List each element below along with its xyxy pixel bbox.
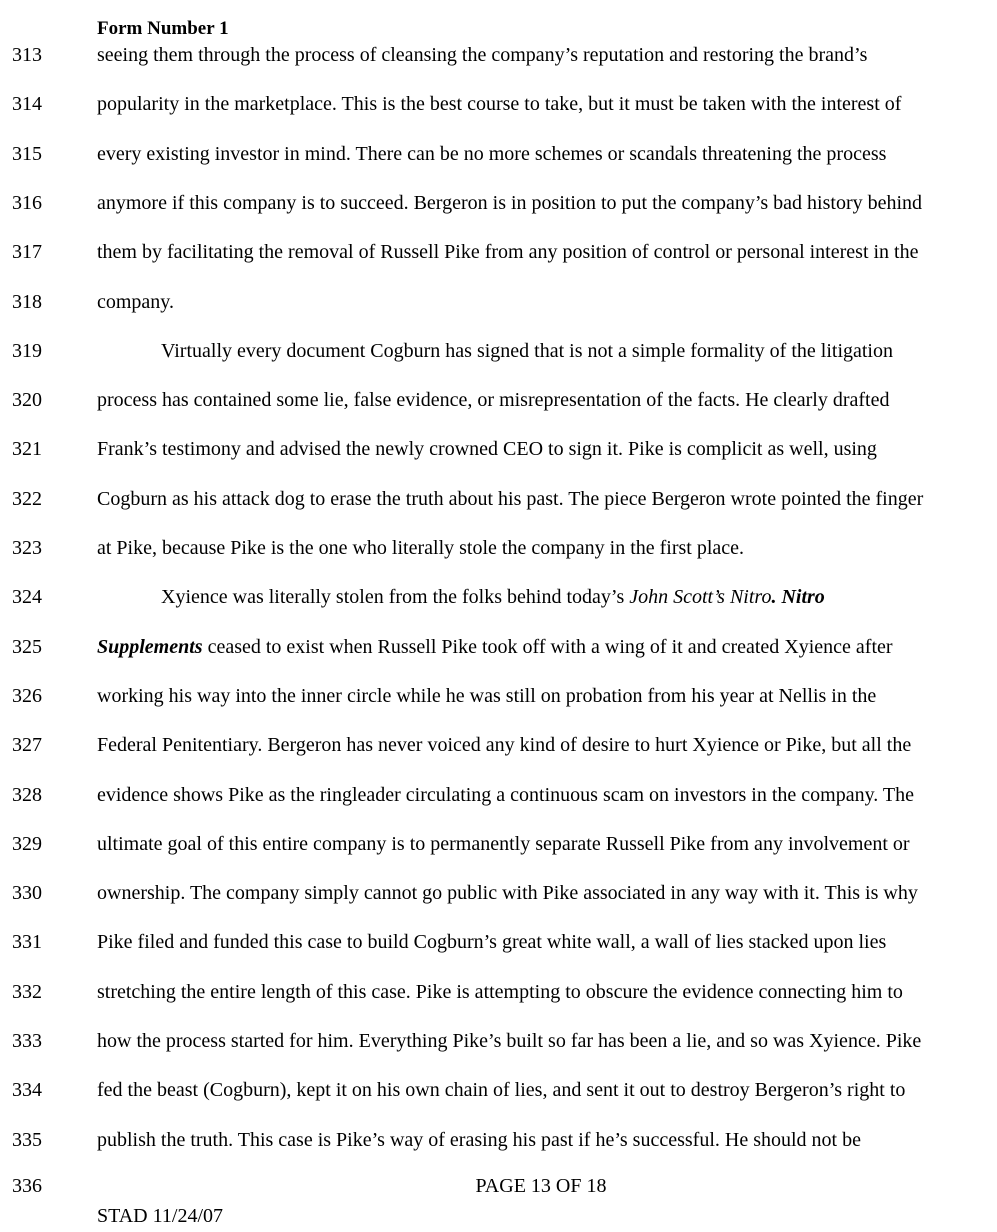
bold-italic-text: . Nitro bbox=[771, 586, 825, 608]
form-number-heading: Form Number 1 bbox=[97, 18, 229, 39]
text-line bbox=[97, 337, 987, 365]
text-segment: ultimate goal of this entire company is to permanently separate Russell Pike from any involvement or bbox=[97, 833, 910, 855]
text-line bbox=[97, 731, 987, 759]
line-number: 316 bbox=[12, 192, 42, 214]
text-line bbox=[97, 485, 987, 513]
line-number: 315 bbox=[12, 143, 42, 165]
text-line bbox=[97, 435, 987, 463]
line-number: 319 bbox=[12, 340, 42, 362]
text-segment: every existing investor in mind. There can be no more schemes or scandals threatening the process bbox=[97, 143, 887, 165]
text-line bbox=[97, 1076, 987, 1104]
text-line bbox=[97, 1126, 987, 1154]
text-segment: anymore if this company is to succeed. Bergeron is in position to put the company’s bad history behind bbox=[97, 192, 923, 214]
line-number: 336 bbox=[12, 1175, 42, 1197]
line-number: 321 bbox=[12, 438, 42, 460]
text-line bbox=[97, 386, 987, 414]
text-segment: popularity in the marketplace. This is the best course to take, but it must be taken with the interest of bbox=[97, 93, 902, 115]
bold-italic-text: Supplements bbox=[97, 636, 203, 658]
line-number: 325 bbox=[12, 636, 42, 658]
text-segment: at Pike, because Pike is the one who literally stole the company in the first place. bbox=[97, 537, 745, 559]
text-segment: seeing them through the process of cleansing the company’s reputation and restoring the brand’s bbox=[97, 44, 868, 66]
line-number: 331 bbox=[12, 931, 42, 953]
line-number: 330 bbox=[12, 882, 42, 904]
text-segment: how the process started for him. Everything Pike’s built so far has been a lie, and so was Xyience. Pike bbox=[97, 1030, 922, 1052]
line-number: 313 bbox=[12, 44, 42, 66]
text-segment: evidence shows Pike as the ringleader circulating a continuous scam on investors in the company. The bbox=[97, 784, 915, 806]
text-segment: process has contained some lie, false evidence, or misrepresentation of the facts. He clearly drafted bbox=[97, 389, 890, 411]
line-number: 332 bbox=[12, 981, 42, 1003]
text-line bbox=[97, 238, 987, 266]
text-line bbox=[97, 140, 987, 168]
text-line bbox=[97, 978, 987, 1006]
text-segment: them by facilitating the removal of Russell Pike from any position of control or personal interest in the bbox=[97, 241, 919, 263]
document-stamp: STAD 11/24/07 bbox=[97, 1205, 223, 1227]
text-segment: ceased to exist when Russell Pike took off with a wing of it and created Xyience after bbox=[202, 636, 893, 658]
text-segment: working his way into the inner circle while he was still on probation from his year at Nellis in the bbox=[97, 685, 877, 707]
text-line bbox=[97, 583, 987, 611]
line-number: 324 bbox=[12, 586, 42, 608]
line-number: 328 bbox=[12, 784, 42, 806]
text-segment: Xyience was literally stolen from the folks behind today’s bbox=[161, 586, 630, 608]
line-number: 322 bbox=[12, 488, 42, 510]
line-number: 333 bbox=[12, 1030, 42, 1052]
text-line bbox=[97, 928, 987, 956]
line-number: 326 bbox=[12, 685, 42, 707]
line-number: 329 bbox=[12, 833, 42, 855]
text-line bbox=[97, 830, 987, 858]
text-segment: Virtually every document Cogburn has signed that is not a simple formality of the litigation bbox=[161, 340, 893, 362]
text-line bbox=[97, 682, 987, 710]
line-number: 327 bbox=[12, 734, 42, 756]
text-segment: publish the truth. This case is Pike’s way of erasing his past if he’s successful. He should not be bbox=[97, 1129, 861, 1151]
text-line bbox=[97, 288, 987, 316]
text-segment: Frank’s testimony and advised the newly crowned CEO to sign it. Pike is complicit as well, using bbox=[97, 438, 877, 460]
text-line bbox=[97, 90, 987, 118]
text-line bbox=[97, 189, 987, 217]
text-line bbox=[97, 41, 987, 69]
line-number: 334 bbox=[12, 1079, 42, 1101]
line-number: 323 bbox=[12, 537, 42, 559]
text-line bbox=[97, 781, 987, 809]
italic-text: John Scott’s Nitro bbox=[629, 586, 772, 608]
text-segment: fed the beast (Cogburn), kept it on his own chain of lies, and sent it out to destroy Bergeron’s right to bbox=[97, 1079, 906, 1101]
text-line bbox=[97, 879, 987, 907]
text-segment: ownership. The company simply cannot go public with Pike associated in any way with it. This is why bbox=[97, 882, 918, 904]
text-segment: company. bbox=[97, 291, 175, 313]
line-number: 335 bbox=[12, 1129, 42, 1151]
text-segment: Federal Penitentiary. Bergeron has never voiced any kind of desire to hurt Xyience or Pike, but all the bbox=[97, 734, 912, 756]
page-number-footer: PAGE 13 OF 18 bbox=[475, 1175, 607, 1197]
line-number: 314 bbox=[12, 93, 42, 115]
line-number: 318 bbox=[12, 291, 42, 313]
line-number: 320 bbox=[12, 389, 42, 411]
text-line bbox=[97, 633, 987, 661]
text-segment: Cogburn as his attack dog to erase the truth about his past. The piece Bergeron wrote pointed the finger bbox=[97, 488, 924, 510]
text-line bbox=[97, 1027, 987, 1055]
line-number: 317 bbox=[12, 241, 42, 263]
text-line bbox=[97, 534, 987, 562]
text-segment: Pike filed and funded this case to build Cogburn’s great white wall, a wall of lies stacked upon lies bbox=[97, 931, 887, 953]
text-segment: stretching the entire length of this case. Pike is attempting to obscure the evidence connecting him to bbox=[97, 981, 903, 1003]
